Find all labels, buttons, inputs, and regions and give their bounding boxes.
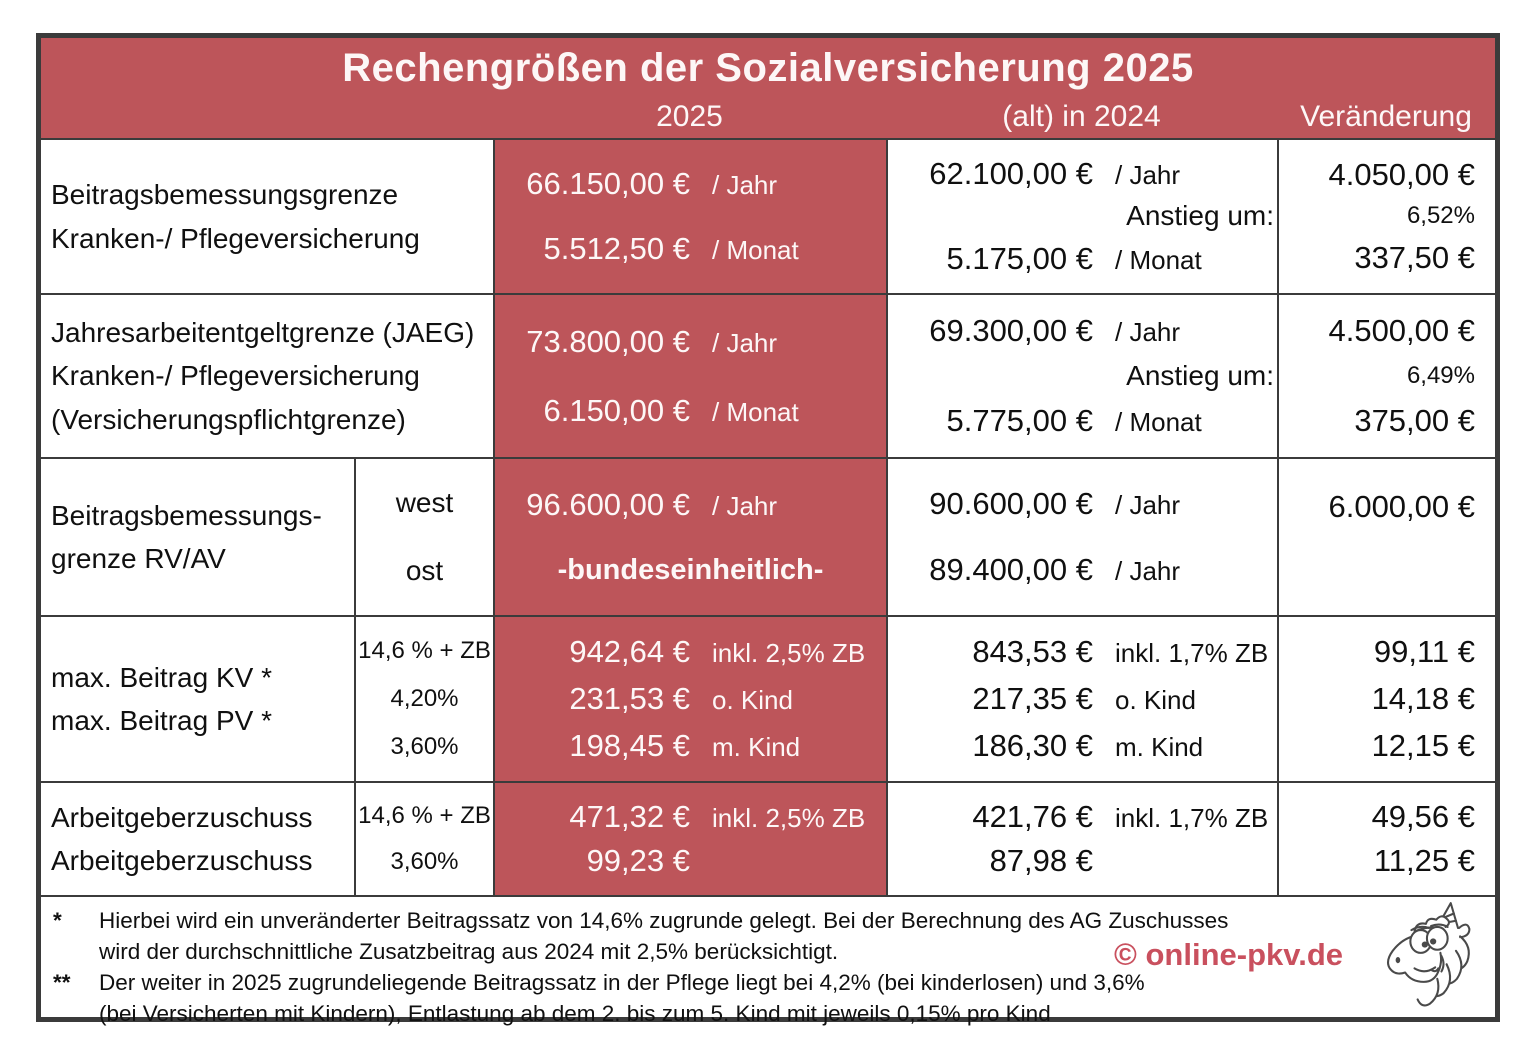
value-2024-cell	[886, 295, 1277, 457]
row-label: Arbeitgeberzuschuss Arbeitgeberzuschuss	[51, 801, 313, 876]
change-cell: 4.050,00 € 6,52% 337,50 €	[1277, 140, 1495, 293]
value-line: 186,30 € m. Kind	[972, 727, 1204, 763]
value-line: 5.775,00 € / Monat	[946, 403, 1202, 439]
value-line: 198,45 € m. Kind	[569, 727, 801, 763]
value-line: 62.100,00 € / Jahr	[929, 156, 1181, 192]
footnote-2: ** Der weiter in 2025 zugrundeliegende Beitragssatz in der Pflege liegt bei 4,2% (bei kinderlosen) und 3,6% (bei Versicherten mit Kindern), Entlastung ab dem 2. bis zum 5. Kind mit jeweils 0,15% pro Kind	[41, 967, 1495, 1029]
value-2024-cell	[886, 617, 1277, 781]
region-west-label: west	[395, 487, 454, 518]
column-header-veraenderung: Veränderung	[1300, 100, 1472, 133]
value-2024-cell	[886, 140, 1277, 293]
value-line: 87,98 €	[989, 843, 1093, 878]
region-ost-label: ost	[405, 555, 444, 586]
footnote-marker: *	[53, 908, 62, 933]
row-label: Jahresarbeitentgeltgrenze (JAEG) Kranken-/ Pflegeversicherung (Versicherungspflichtgrenze)	[51, 316, 475, 435]
rate-subcolumn: 14,6 % + ZB 4,20% 3,60%	[354, 617, 493, 781]
footnote-section	[41, 895, 1495, 1026]
value-line: 69.300,00 € / Jahr	[929, 312, 1181, 348]
row-label: Beitragsbemessungs- grenze RV/AV	[51, 499, 322, 574]
footnote-marker: **	[53, 970, 71, 995]
region-subcolumn	[354, 459, 493, 615]
value-2024-cell	[886, 783, 1277, 895]
change-cell: 4.500,00 € 6,49% 375,00 €	[1277, 295, 1495, 457]
value-2025-cell	[493, 140, 886, 293]
column-header-2025: 2025	[656, 100, 723, 133]
table-row-arbeitgeberzuschuss	[41, 781, 1495, 895]
value-line: 66.150,00 € / Jahr	[526, 166, 778, 202]
table-header-band	[41, 38, 1495, 138]
value-line: 90.600,00 € / Jahr	[929, 486, 1181, 521]
table-row-max-beitrag	[41, 615, 1495, 781]
value-2025-cell	[493, 617, 886, 781]
value-line: 217,35 € o. Kind	[972, 680, 1196, 716]
anstieg-note: Anstieg um:	[1126, 359, 1274, 391]
value-line: 73.800,00 € / Jahr	[526, 323, 778, 359]
copyright-text: © online-pkv.de	[1114, 937, 1343, 972]
value-line: 6.150,00 € / Monat	[543, 392, 799, 428]
value-line: 421,76 € inkl. 1,7% ZB	[972, 799, 1269, 834]
value-2025-cell	[493, 459, 886, 615]
value-line: 942,64 € inkl. 2,5% ZB	[569, 634, 866, 670]
change-cell: 6.000,00 €	[1277, 459, 1495, 615]
value-line: 231,53 € o. Kind	[569, 680, 793, 716]
value-line: 5.512,50 € / Monat	[543, 230, 799, 266]
row-label: max. Beitrag KV * max. Beitrag PV *	[51, 661, 272, 736]
column-header-2024: (alt) in 2024	[1002, 100, 1161, 133]
value-2025-cell	[493, 295, 886, 457]
social-insurance-table	[36, 33, 1500, 1026]
table-row-bbg-kv-pv	[41, 138, 1495, 293]
change-cell: 99,11 € 14,18 € 12,15 €	[1277, 617, 1495, 781]
unicorn-logo-icon	[1375, 899, 1483, 1015]
value-line: 99,23 €	[586, 843, 690, 878]
value-line: 5.175,00 € / Monat	[946, 240, 1202, 276]
row-label: Beitragsbemessungsgrenze Kranken-/ Pflegeversicherung	[51, 179, 420, 254]
change-cell: 49,56 € 11,25 €	[1277, 783, 1495, 895]
table-row-jaeg	[41, 293, 1495, 457]
table-row-bbg-rv-av	[41, 457, 1495, 615]
footnote-1: * Hierbei wird ein unveränderter Beitragssatz von 14,6% zugrunde gelegt. Bei der Berechnung des AG Zuschusses wird der durchschnittliche Zusatzbeitrag aus 2024 mit 2,5% berücksichtigt.	[41, 897, 1495, 967]
value-line: 843,53 € inkl. 1,7% ZB	[972, 634, 1269, 670]
value-line: 89.400,00 € / Jahr	[929, 552, 1181, 587]
value-line: 96.600,00 € / Jahr	[526, 486, 778, 522]
page-title: Rechengrößen der Sozialversicherung 2025	[342, 46, 1194, 90]
value-2025-cell	[493, 783, 886, 895]
rate-subcolumn: 14,6 % + ZB 3,60%	[354, 783, 493, 895]
anstieg-note: Anstieg um:	[1126, 200, 1274, 232]
bundeseinheitlich-label: -bundeseinheitlich-	[557, 554, 824, 587]
value-line: 471,32 € inkl. 2,5% ZB	[569, 799, 866, 834]
value-2024-cell	[886, 459, 1277, 615]
